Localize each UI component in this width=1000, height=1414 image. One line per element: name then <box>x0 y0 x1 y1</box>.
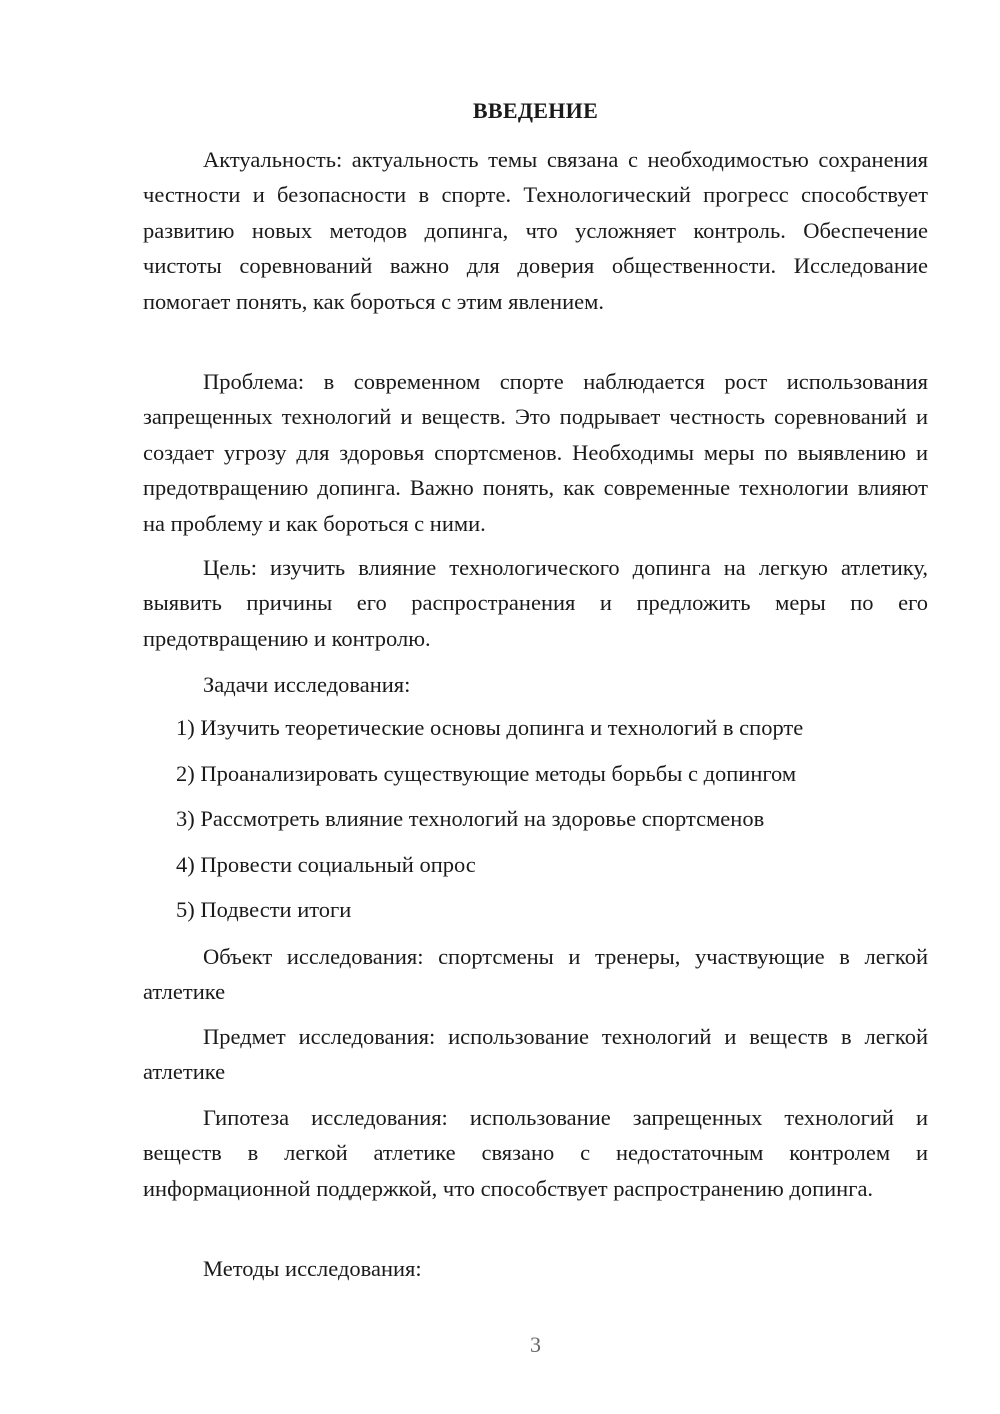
paragraph-object: Объект исследования: спортсмены и тренеры, участвующие в легкой атлетике <box>143 944 928 1005</box>
paragraph-relevance: Актуальность: актуальность темы связана с необходимостью сохранения честности и безопасности в спорте. Технологический прогресс способствует развитию новых методов допинга, что усложняет контроль. Обеспечение чистоты соревнований важно для доверия общественности. Исследование помогает понять, как бороться с этим явлением. <box>143 147 928 314</box>
list-item: 4) Провести социальный опрос <box>176 851 476 877</box>
tasks-list <box>176 710 803 938</box>
list-item: 5) Подвести итоги <box>176 897 352 922</box>
document-page <box>143 0 928 1414</box>
tasks-title: Задачи исследования: <box>203 672 411 697</box>
paragraph-goal: Цель: изучить влияние технологического допинга на легкую атлетику, выявить причины его распространения и предложить меры по его предотвращению и контролю. <box>143 555 928 651</box>
list-item: 2) Проанализировать существующие методы борьбы с допингом <box>176 760 797 786</box>
methods-title: Методы исследования: <box>203 1256 422 1281</box>
paragraph-problem: Проблема: в современном спорте наблюдается рост использования запрещенных технологий и веществ. Это подрывает честность соревнований и создает угрозу для здоровья спортсменов. Необходимы меры по выявлению и предотвращению допинга. Важно понять, как современные технологии влияют на проблему и как бороться с ними. <box>143 369 928 536</box>
section-heading: ВВЕДЕНИЕ <box>472 98 599 123</box>
paragraph-subject: Предмет исследования: использование технологий и веществ в легкой атлетике <box>143 1024 928 1085</box>
list-item: 1) Изучить теоретические основы допинга и технологий в спорте <box>176 715 804 740</box>
paragraph-hypothesis: Гипотеза исследования: использование запрещенных технологий и веществ в легкой атлетике связано с недостаточным контролем и информационной поддержкой, что способствует распространению допинга. <box>143 1105 928 1201</box>
page-number: 3 <box>530 1332 541 1357</box>
list-item: 3) Рассмотреть влияние технологий на здоровье спортсменов <box>176 806 765 831</box>
